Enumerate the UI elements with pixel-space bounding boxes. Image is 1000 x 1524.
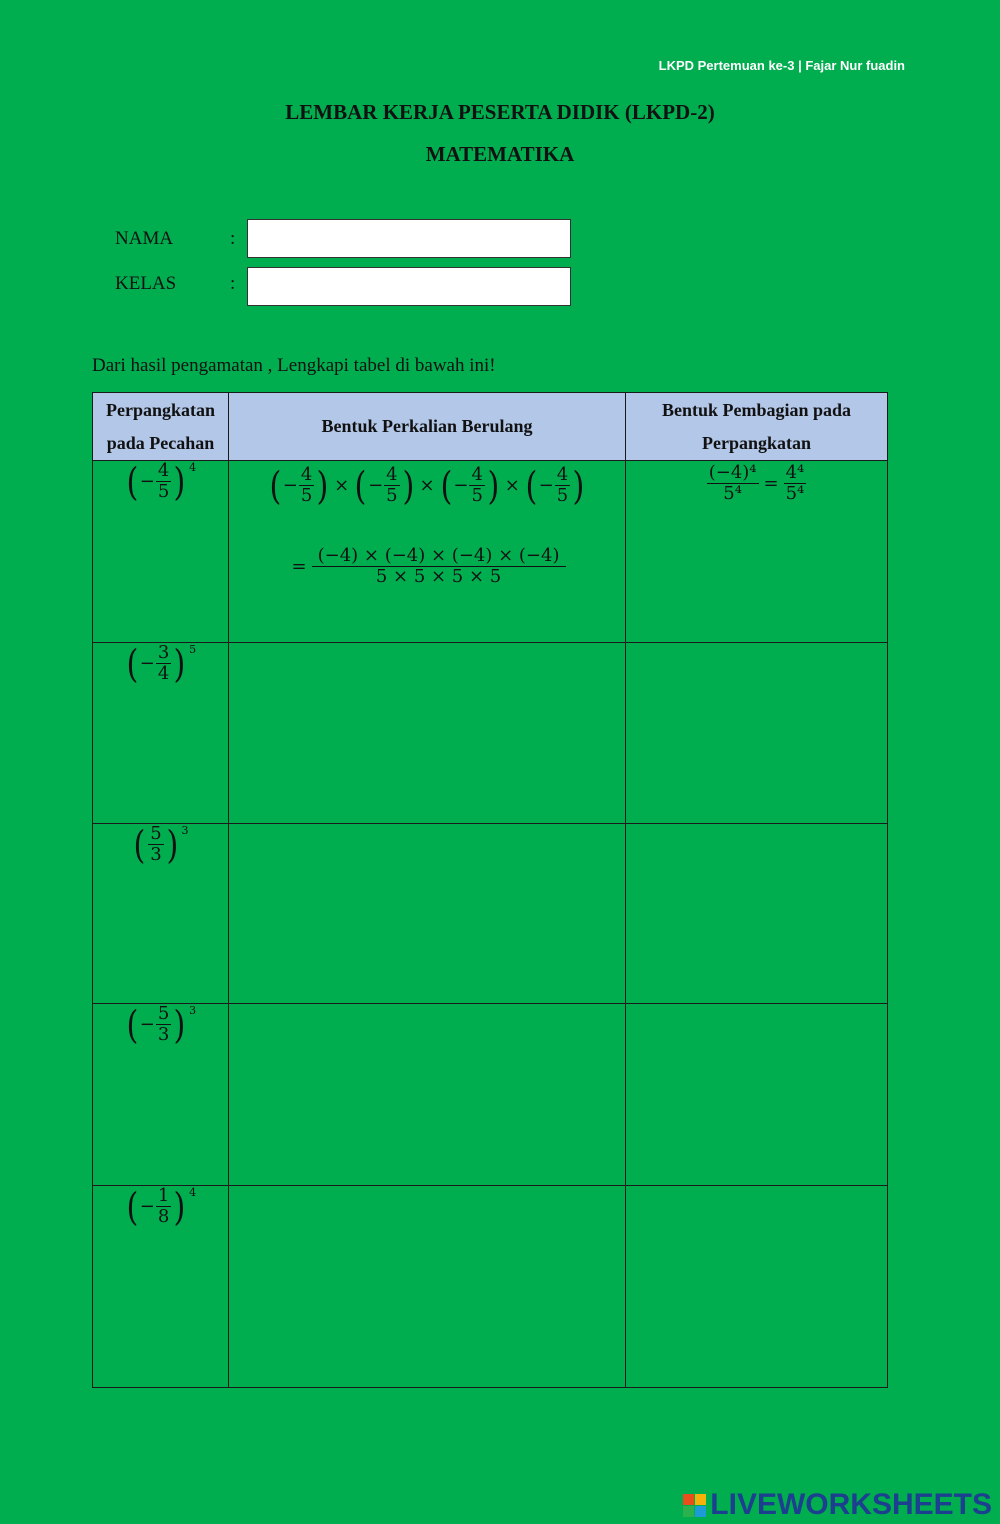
power-cell [93, 461, 229, 643]
header-pembagian: Bentuk Pembagian pada Perpangkatan [626, 393, 888, 461]
division-expression: $\frac{\text{(−4)⁴}}{\text{5⁴}}$ = $\frac{\text{4⁴}}{\text{5⁴}}$ [708, 462, 805, 504]
sign: − [139, 471, 155, 492]
answer-cell-division[interactable] [626, 643, 888, 824]
nama-colon: : [230, 228, 236, 249]
exercise-table [92, 392, 888, 1388]
table-row [93, 643, 888, 824]
power-expression: ( − $\frac{1}{8}$ ) 4 [126, 1184, 197, 1229]
division-cell [626, 461, 888, 643]
answer-cell-multiplication[interactable] [229, 1186, 626, 1388]
header-perkalian: Bentuk Perkalian Berulang [229, 393, 626, 461]
numerator: 4 [157, 460, 170, 481]
answer-cell-multiplication[interactable] [229, 824, 626, 1004]
nama-input[interactable] [247, 219, 571, 258]
watermark-text: LIVEWORKSHEETS [710, 1488, 992, 1521]
kelas-input[interactable] [247, 267, 571, 306]
worksheet-title: LEMBAR KERJA PESERTA DIDIK (LKPD-2) [285, 100, 715, 124]
table-header-row [93, 393, 888, 461]
denominator: 5 [157, 481, 170, 502]
answer-cell-division[interactable] [626, 1004, 888, 1186]
exponent: 4 [189, 461, 197, 474]
header-perpangkatan: Perpangkatan pada Pecahan [93, 393, 229, 461]
answer-cell-division[interactable] [626, 824, 888, 1004]
answer-cell-multiplication[interactable] [229, 1004, 626, 1186]
power-expression: ( − $\frac{5}{3}$ ) 3 [126, 1002, 197, 1047]
power-expression: ( − $\frac{3}{4}$ ) 5 [126, 641, 197, 686]
table-row [93, 824, 888, 1004]
answer-cell-multiplication[interactable] [229, 643, 626, 824]
power-expression: ( − $\frac{4}{5}$ ) 4 [126, 459, 197, 504]
power-cell [93, 1004, 229, 1186]
power-cell [93, 824, 229, 1004]
repeated-multiplication-cell [229, 461, 626, 643]
repeated-factors: ( − $\frac{4}{5}$ ) × ( − $\frac{4}{5}$ ) × ( − $\frac{4}{5}$ ) × ( − $\frac{4}{5}$ ) [269, 463, 585, 508]
power-expression: ( $\frac{5}{3}$ ) 3 [133, 822, 189, 867]
product-fraction: = $\frac{(-4) \times (-4) \times (-4) \times (-4)}{5 \times 5 \times 5 \times 5}$ [288, 546, 567, 587]
table-row [93, 1004, 888, 1186]
power-cell [93, 1186, 229, 1388]
table-row [93, 461, 888, 643]
nama-label: NAMA [115, 228, 174, 249]
table-row [93, 1186, 888, 1388]
header-note: LKPD Pertemuan ke-3 | Fajar Nur fuadin [658, 58, 905, 73]
kelas-colon: : [230, 273, 236, 294]
liveworksheets-logo-icon [683, 1494, 706, 1517]
instruction-text: Dari hasil pengamatan , Lengkapi tabel di bawah ini! [92, 355, 496, 376]
power-cell [93, 643, 229, 824]
liveworksheets-watermark [683, 1488, 992, 1522]
kelas-label: KELAS [115, 273, 177, 294]
answer-cell-division[interactable] [626, 1186, 888, 1388]
subject-title: MATEMATIKA [425, 142, 575, 166]
